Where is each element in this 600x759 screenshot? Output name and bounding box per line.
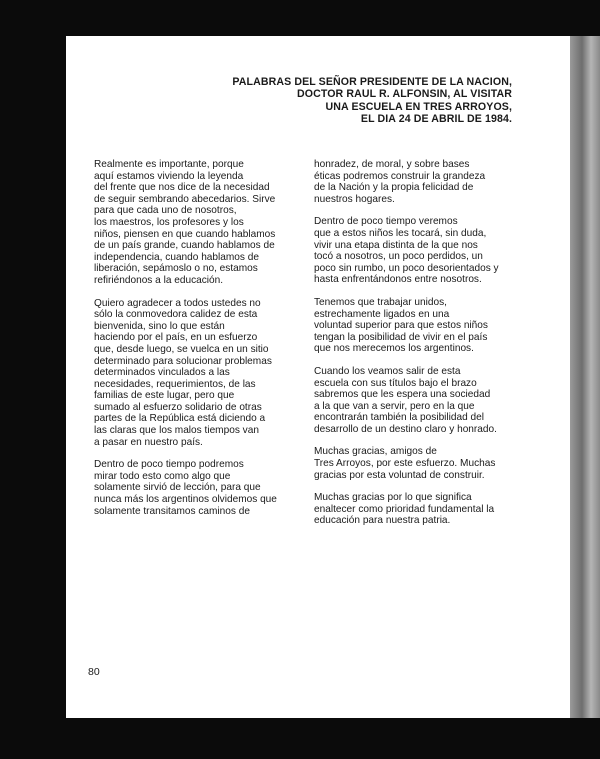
- text-line: Quiero agradecer a todos ustedes no: [94, 297, 261, 309]
- text-line: haciendo por el país, en un esfuerzo: [94, 332, 258, 344]
- paragraph: [314, 297, 519, 355]
- paragraph: [314, 159, 519, 205]
- text-line: que, desde luego, se vuelca en un sitio: [94, 343, 269, 355]
- text-line: nuestros hogares.: [314, 193, 395, 205]
- text-line: Realmente es importante, porque: [94, 159, 244, 170]
- text-line: niños, piensen en que cuando hablamos: [94, 228, 276, 240]
- paragraph: [314, 446, 519, 481]
- heading-line: PALABRAS DEL SEÑOR PRESIDENTE DE LA NACION,: [232, 76, 512, 88]
- text-line: liberación, sepámoslo o no, estamos: [94, 263, 258, 275]
- text-line: que nos merecemos los argentinos.: [314, 343, 474, 355]
- text-line: Tres Arroyos, por este esfuerzo. Muchas: [314, 458, 496, 470]
- text-line: familias de este lugar, pero que: [94, 390, 235, 402]
- heading-line: EL DIA 24 DE ABRIL DE 1984.: [360, 113, 512, 126]
- text-line: necesidades, requerimientos, de las: [94, 378, 256, 390]
- text-line: vivir una etapa distinta de la que nos: [314, 239, 478, 251]
- text-line: del frente que nos dice de la necesidad: [94, 182, 270, 194]
- text-line: aquí estamos viviendo la leyenda: [94, 170, 244, 182]
- heading-line: UNA ESCUELA EN TRES ARROYOS,: [325, 100, 512, 113]
- text-line: escuela con sus títulos bajo el brazo: [314, 377, 477, 389]
- text-line: tocó a nosotros, un poco perdidos, un: [314, 251, 483, 263]
- text-line: de la Nación y la propia felicidad de: [314, 182, 474, 194]
- text-line: Dentro de poco tiempo veremos: [314, 216, 458, 228]
- text-line: solamente sirvió de lección, para que: [94, 482, 261, 494]
- text-line: Dentro de poco tiempo podremos: [94, 459, 244, 471]
- text-line: Muchas gracias por lo que significa: [314, 492, 472, 504]
- text-line: Tenemos que trabajar unidos,: [314, 296, 447, 308]
- text-line: refiriéndonos a la educación.: [94, 274, 224, 286]
- scan-border-right: [570, 36, 600, 759]
- text-line: honradez, de moral, y sobre bases: [314, 159, 470, 170]
- text-line: a la que van a servir, pero en la que: [314, 400, 475, 412]
- text-line: determinado para solucionar problemas: [94, 355, 272, 367]
- text-line: mirar todo esto como algo que: [94, 470, 231, 482]
- text-line: Cuando los veamos salir de esta: [314, 365, 461, 377]
- text-line: voluntad superior para que estos niños: [314, 320, 488, 332]
- text-line: para que cada uno de nosotros,: [94, 205, 237, 217]
- scan-border-top: [0, 0, 600, 36]
- text-line: estrechamente ligados en una: [314, 308, 450, 320]
- speech-heading: [232, 76, 512, 126]
- text-line: Muchas gracias, amigos de: [314, 446, 437, 458]
- paragraph: [314, 492, 519, 527]
- paragraph: [314, 366, 519, 436]
- text-line: tengan la posibilidad de vivir en el país: [314, 331, 488, 343]
- paragraph: [94, 298, 299, 449]
- text-line: partes de la República está diciendo a: [94, 413, 266, 425]
- text-line: los maestros, los profesores y los: [94, 216, 244, 228]
- paragraph: [314, 216, 519, 286]
- text-line: bienvenida, sino lo que están: [94, 320, 225, 332]
- right-text-column: [314, 159, 519, 538]
- scan-border-left: [0, 0, 66, 759]
- text-line: determinados vinculados a las: [94, 367, 230, 379]
- text-line: de seguir sembrando abecedarios. Sirve: [94, 193, 276, 205]
- page-number: 80: [88, 666, 100, 678]
- text-line: desarrollo de un destino claro y honrado.: [314, 423, 497, 435]
- document-page: [66, 36, 570, 718]
- text-line: encontrarán también la posibilidad del: [314, 412, 485, 424]
- text-line: a pasar en nuestro país.: [94, 436, 203, 448]
- text-line: poco sin rumbo, un poco desorientados y: [314, 262, 499, 274]
- text-line: sólo la conmovedora calidez de esta: [94, 309, 258, 321]
- text-line: solamente transitamos caminos de: [94, 505, 250, 517]
- text-line: sabremos que les espera una sociedad: [314, 389, 491, 401]
- scan-border-bottom: [0, 718, 600, 759]
- text-line: que a estos niños les tocará, sin duda,: [314, 227, 487, 239]
- text-line: las claras que los malos tiempos van: [94, 425, 259, 437]
- text-line: gracias por esta voluntad de construir.: [314, 469, 485, 481]
- paragraph: [94, 459, 299, 517]
- text-line: sumado al esfuerzo solidario de otras: [94, 401, 262, 413]
- text-line: enaltecer como prioridad fundamental la: [314, 503, 495, 515]
- text-line: hasta enfrentándonos entre nosotros.: [314, 274, 482, 286]
- paragraph: [94, 159, 299, 287]
- text-line: éticas podremos construir la grandeza: [314, 170, 486, 182]
- left-text-column: [94, 159, 299, 528]
- text-line: independencia, cuando hablamos de: [94, 251, 259, 263]
- heading-line: DOCTOR RAUL R. ALFONSIN, AL VISITAR: [297, 88, 512, 101]
- text-line: de un país grande, cuando hablamos de: [94, 240, 275, 252]
- text-line: nunca más los argentinos olvidemos que: [94, 494, 277, 506]
- text-line: educación para nuestra patria.: [314, 515, 451, 527]
